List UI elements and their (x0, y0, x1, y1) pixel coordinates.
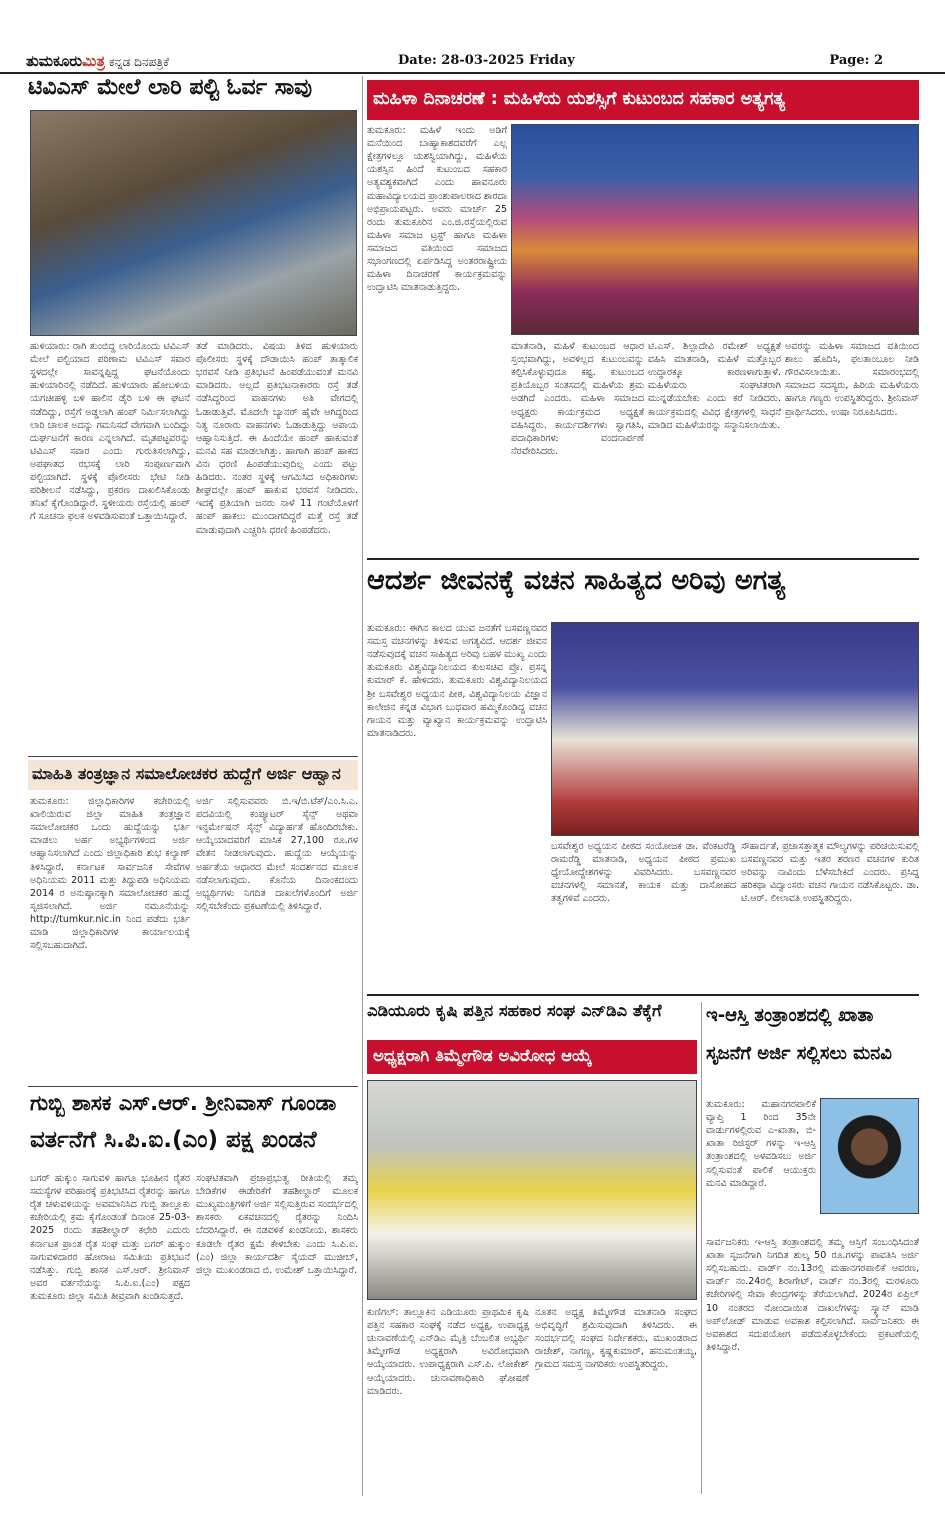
mahila-body-col-1: ತುಮಕೂರು: ಮಹಿಳೆ ಇಂದು ಅಡಿಗೆ ಮನೆಯಿಂದ ಬಾಹ್ಯಾಕಾಶದವರೆಗೆ ಎಲ್ಲ ಕ್ಷೇತ್ರಗಳಲ್ಲೂ ಯಶಸ್ವಿಯಾಗಿದ್ದು, ಮಹಿಳೆಯ ಯಶಸ್ಸಿನ ಹಿಂದೆ ಕುಟುಂಬದ ಸಹಕಾರ ಅತ್ಯವಶ್ಯಕವಾಗಿದೆ ಎಂದು ಹಾವನೂರು ಮಹಾವಿದ್ಯಾಲಯದ ಪ್ರಾಂಶುಪಾಲರಾದ ಶಾರದಾ ಅಭಿಪ್ರಾಯಪಟ್ಟರು. ಅವರು ಮಾರ್ಚ್ 25 ರಂದು ತುಮಕೂರಿನ ಎಂ.ಜಿ.ರಸ್ತೆಯಲ್ಲಿರುವ ಮಹಿಳಾ ಸಮಾಜ ಟ್ರಸ್ಟ್ ಹಾಗೂ ಮಹಿಳಾ ಸಮಾಜದ ವತಿಯಿಂದ ಸಮಾಜದ ಸಭಾಂಗಣದಲ್ಲಿ ಏರ್ಪಡಿಸಿದ್ದ ಅಂತರರಾಷ್ಟ್ರೀಯ ಮಹಿಳಾ ದಿನಾಚರಣೆ ಕಾರ್ಯಕ್ರಮವನ್ನು ಉದ್ಘಾಟಿಸಿ ಮಾತನಾಡುತ್ತಿದ್ದರು. (367, 125, 507, 294)
newspaper-brand (26, 52, 169, 70)
divider (28, 756, 358, 757)
mahila-body-col-2: ಮಾತನಾಡಿ, ಮಹಿಳೆ ಕುಟುಂಬದ ಆಧಾರ ಸ್ತಂಭವಾಗಿದ್ದು, ಅವಳಿಲ್ಲದ ಕುಟುಂಬವನ್ನು ಕಲ್ಪಿಸಿಕೊಳ್ಳುವುದೂ ಕಷ್ಟ. ಕುಟುಂಬದ ಪ್ರತಿಯೊಬ್ಬರ ಸಂತಸದಲ್ಲಿ ಮಹಿಳೆಯ ಶ್ರಮ ಅಡಗಿದೆ ಎಂದರು. ಮಹಿಳಾ ಸಮಾಜದ ಅಧ್ಯಕ್ಷರು ಕಾರ್ಯಕ್ರಮದ ಅಧ್ಯಕ್ಷತೆ ವಹಿಸಿದ್ದರು. ಕಾರ್ಯದರ್ಶಿಗಳು ಸ್ವಾಗತಿಸಿ, ಪದಾಧಿಕಾರಿಗಳು ವಂದನಾರ್ಪಣೆ ನೆರವೇರಿಸಿದರು. (511, 341, 644, 457)
mahila-headline: ಮಹಿಳಾ ದಿನಾಚರಣೆ : ಮಹಿಳೆಯ ಯಶಸ್ಸಿಗೆ ಕುಟುಂಬದ ಸಹಕಾರ ಅತ್ಯಗತ್ಯ (367, 80, 919, 120)
eaasti-lede: ತುಮಕೂರು: ಮಹಾನಗರಪಾಲಿಕೆ ವ್ಯಾಪ್ತಿ 1 ರಿಂದ 35ನೇ ವಾರ್ಡುಗಳಲ್ಲಿರುವ ಎ-ಖಾತಾ, ಬಿ-ಖಾತಾ ರಿಜಿಸ್ಟರ್ ಗಳನ್ನು ಇ-ಆಸ್ತಿ ತಂತ್ರಾಂಶದಲ್ಲಿ ಅಳವಡಿಸಲು ಅರ್ಜಿ ಸಲ್ಲಿಸುವಂತೆ ಪಾಲಿಕೆ ಆಯುಕ್ತರು ಮನವಿ ಮಾಡಿದ್ದಾರೆ. (706, 1099, 816, 1189)
vachana-body-col-2: ಬಸವೇಶ್ವರ ಅಧ್ಯಯನ ಪೀಠದ ಸಂಯೋಜಕ ಡಾ. ವೆಂಕಟರೆಡ್ಡಿ ರಾಮರೆಡ್ಡಿ ಮಾತನಾಡಿ, ಅಧ್ಯಯನ ಪೀಠದ ಪ್ರಮುಖ ಧ್ಯೇಯೋದ್ದೇಶಗಳನ್ನು ವಿವರಿಸಿದರು. ಬಸವಣ್ಣನವರ ವಚನಗಳಲ್ಲಿ ಸಮಾನತೆ, ಕಾಯಕ ಮತ್ತು ದಾಸೋಹದ ತತ್ವಗಳಿವೆ ಎಂದರು. (551, 841, 736, 905)
mahiti-body-col-1: ತುಮಕೂರು: ಜಿಲ್ಲಾಧಿಕಾರಿಗಳ ಕಚೇರಿಯಲ್ಲಿ ಖಾಲಿಯಿರುವ ಜಿಲ್ಲಾ ಮಾಹಿತಿ ತಂತ್ರಜ್ಞಾನ ಸಮಾಲೋಚಕರ ಒಂದು ಹುದ್ದೆಯನ್ನು ಭರ್ತಿ ಮಾಡಲು ಅರ್ಹ ಅಭ್ಯರ್ಥಿಗಳಿಂದ ಅರ್ಜಿ ಆಹ್ವಾನಿಸಲಾಗಿದೆ ಎಂದು ಜಿಲ್ಲಾಧಿಕಾರಿ ಶುಭ ಕಲ್ಯಾಣ್ ತಿಳಿಸಿದ್ದಾರೆ. ಕರ್ನಾಟಕ ಸಾರ್ವಜನಿಕ ಸೇವೆಗಳ ಅಧಿನಿಯಮ 2011 ಮತ್ತು ತಿದ್ದುಪಡಿ ಅಧಿನಿಯಮ 2014 ರ ಅನುಷ್ಠಾನಕ್ಕಾಗಿ ಸಮಾಲೋಚಕರ ಹುದ್ದೆ ಸೃಜಿಸಲಾಗಿದೆ. ಅರ್ಜಿ ನಮೂನೆಯನ್ನು http://tumkur.nic.in ನಿಂದ ಪಡೆದು ಭರ್ತಿ ಮಾಡಿ ಜಿಲ್ಲಾಧಿಕಾರಿಗಳ ಕಾರ್ಯಾಲಯಕ್ಕೆ ಸಲ್ಲಿಸಬಹುದಾಗಿದೆ. (30, 796, 190, 952)
vachana-program-photo (551, 622, 919, 836)
mahila-body-col-4: ಅವರನ್ನು ಮಹಿಳಾ ಸಮಾಜದ ವತಿಯಿಂದ ಶಾಲು ಹೊದಿಸಿ, ಫಲತಾಂಬೂಲ ನೀಡಿ ಗೌರವಿಸಲಾಯಿತು. ಸಮಾರಂಭದಲ್ಲಿ ಸಮಾಜದ ಸದಸ್ಯರು, ಹಿರಿಯ ಮಹಿಳೆಯರು ಹಾಗೂ ಗಣ್ಯರು ಉಪಸ್ಥಿತರಿದ್ದರು. ಶ್ರೀನಿವಾಸ್ ಪ್ರಾರ್ಥಿಸಿದರು. ಉಷಾ ನಿರೂಪಿಸಿದರು. (785, 341, 919, 418)
ediyur-body-col-1: ಕುಣಿಗಲ್: ತಾಲ್ಲೂಕಿನ ಎಡಿಯೂರು ಪ್ರಾಥಮಿಕ ಕೃಷಿ ಪತ್ತಿನ ಸಹಕಾರ ಸಂಘಕ್ಕೆ ನಡೆದ ಅಧ್ಯಕ್ಷ, ಉಪಾಧ್ಯಕ್ಷ ಚುನಾವಣೆಯಲ್ಲಿ ಎನ್‌ಡಿಎ ಮೈತ್ರಿ ಬೆಂಬಲಿತ ಅಭ್ಯರ್ಥಿ ತಿಮ್ಮೇಗೌಡ ಅಧ್ಯಕ್ಷರಾಗಿ ಅವಿರೋಧವಾಗಿ ಆಯ್ಕೆಯಾದರು. ಉಪಾಧ್ಯಕ್ಷರಾಗಿ ಎಸ್.ಪಿ. ಲೋಕೇಶ್ ಆಯ್ಕೆಯಾದರು. ಚುನಾವಣಾಧಿಕಾರಿ ಘೋಷಣೆ ಮಾಡಿದರು. (367, 1307, 529, 1397)
gubbi-body-col-1: ಬಗರ್ ಹುಕ್ಕುಂ ಸಾಗುವಳಿ ಹಾಗೂ ಭೂಹೀನ ರೈತರ ಸಮಸ್ಯೆಗಳ ಪರಿಹಾರಕ್ಕೆ ಪ್ರತಿಭಟಿಸಿದ ರೈತರನ್ನು ಹಾಗೂ ರೈತ ಚಳುವಳಿಯನ್ನು ಅವಮಾನಿಸಿದ ಗುಬ್ಬಿ ತಾಲ್ಲೂಕು ಕಚೇರಿಯಲ್ಲಿ ಕ್ರಮ ಕೈಗೊಂಡಂತೆ ದಿನಾಂಕ 25-03-2025 ರಂದು ತಹಶೀಲ್ದಾರ್ ಕಛೇರಿ ಎದುರು ಕರ್ನಾಟಕ ಪ್ರಾಂತ ರೈತ ಸಂಘ ಮತ್ತು ಬಗರ್ ಹುಕ್ಕುಂ ಸಾಗುವಳಿದಾರರ ಹೋರಾಟ ಸಮಿತಿಯ ಪ್ರತಿಭಟನೆ ನಡೆಸಿತ್ತು. ಗುಬ್ಬಿ ಶಾಸಕ ಎಸ್.ಆರ್. ಶ್ರೀನಿವಾಸ್ ಅವರ ವರ್ತನೆಯನ್ನು ಸಿ.ಪಿ.ಐ.(ಎಂ) ಪಕ್ಷದ ತುಮಕೂರು ಜಿಲ್ಲಾ ಸಮಿತಿ ತೀವ್ರವಾಗಿ ಖಂಡಿಸುತ್ತದೆ. (30, 1173, 190, 1302)
tvs-headline: ಟಿವಿಎಸ್ ಮೇಲೆ ಲಾರಿ ಪಲ್ಟಿ ಓರ್ವ ಸಾವು (28, 76, 313, 100)
eaasti-headline-line-1: ಇ-ಆಸ್ತಿ ತಂತ್ರಾಂಶದಲ್ಲಿ ಖಾತಾ (706, 1006, 874, 1026)
mahila-body-col-3: ಟಿ.ಎಸ್. ಶಿಲ್ಪಾದೇವಿ ರಮೇಶ್ ಅಧ್ಯಕ್ಷತೆ ವಹಿಸಿ ಮಾತನಾಡಿ, ಮಹಿಳೆ ಮತ್ತೊಬ್ಬರ ಉದ್ಧಾರಕ್ಕೂ ಕಾರಣಳಾಗುತ್ತಾಳೆ. ಮಹಿಳೆಯರು ಸಂಘಟಿತರಾಗಿ ಮುನ್ನಡೆಯಬೇಕು ಎಂದು ಕರೆ ನೀಡಿದರು. ಕಾರ್ಯಕ್ರಮದಲ್ಲಿ ವಿವಿಧ ಕ್ಷೇತ್ರಗಳಲ್ಲಿ ಸಾಧನೆ ಮಾಡಿದ ಮಹಿಳೆಯರನ್ನು ಸನ್ಮಾನಿಸಲಾಯಿತು. (648, 341, 781, 431)
cooperative-society-photo (367, 1080, 697, 1300)
page-number: Page: 2 (829, 53, 883, 68)
gubbi-headline-line-1: ಗುಬ್ಬಿ ಶಾಸಕ ಎಸ್.ಆರ್. ಶ್ರೀನಿವಾಸ್ ಗೂಂಡಾ (30, 1092, 337, 1115)
eaasti-body: ಸಾರ್ವಜನಿಕರು ಇ-ಆಸ್ತಿ ತಂತ್ರಾಂಶದಲ್ಲಿ ತಮ್ಮ ಆಸ್ತಿಗೆ ಸಂಬಂಧಿಸಿದಂತೆ ಖಾತಾ ಸೃಜನೆಗಾಗಿ ನಿಗದಿತ ಶುಲ್ಕ 50 ರೂ.ಗಳನ್ನು ಪಾವತಿಸಿ ಅರ್ಜಿ ಸಲ್ಲಿಸಬಹುದು. ವಾರ್ಡ್ ನಂ.13ರಲ್ಲಿ ಮಹಾನಗರಪಾಲಿಕೆ ಆವರಣ, ವಾರ್ಡ್ ನಂ.24ರಲ್ಲಿ ಶಿರಾಗೇಟ್, ವಾರ್ಡ್ ನಂ.3ರಲ್ಲಿ ಮರಳೂರು ಕಚೇರಿಗಳಲ್ಲಿ ಸೇವಾ ಕೇಂದ್ರಗಳನ್ನು ತೆರೆಯಲಾಗಿದೆ. 2024ರ ಏಪ್ರಿಲ್ 10 ನಂತರದ ನೋಂದಾಯಿತ ದಾಖಲೆಗಳನ್ನು ಸ್ಕ್ಯಾನ್ ಮಾಡಿ ಅಪ್‌ಲೋಡ್ ಮಾಡುವ ಅವಕಾಶ ಕಲ್ಪಿಸಲಾಗಿದೆ. ಸಾರ್ವಜನಿಕರು ಈ ಅವಕಾಶದ ಸದುಪಯೋಗ ಪಡೆದುಕೊಳ್ಳಬೇಕೆಂದು ಪ್ರಕಟಣೆಯಲ್ಲಿ ತಿಳಿಸಿದ್ದಾರೆ. (706, 1237, 919, 1353)
issue-date: Date: 28-03-2025 Friday (398, 53, 575, 68)
masthead (0, 52, 945, 74)
gubbi-headline-line-2: ವರ್ತನೆಗೆ ಸಿ.ಪಿ.ಐ.(ಎಂ) ಪಕ್ಷ ಖಂಡನೆ (30, 1128, 317, 1153)
vachana-body-col-1: ತುಮಕೂರು: ಈಗಿನ ಕಾಲದ ಯುವ ಜನತೆಗೆ ಬಸವಣ್ಣನವರ ಸಮಸ್ತ ವಚನಗಳನ್ನು ತಿಳಿಸುವ ಅಗತ್ಯವಿದೆ. ಆದರ್ಶ ಜೀವನ ನಡೆಸುವುದಕ್ಕೆ ವಚನ ಸಾಹಿತ್ಯದ ಅರಿವು ಬಹಳ ಮುಖ್ಯ ಎಂದು ತುಮಕೂರು ವಿಶ್ವವಿದ್ಯಾನಿಲಯದ ಕುಲಸಚಿವ ಪ್ರೊ. ಪ್ರಸನ್ನ ಕುಮಾರ್ ಕೆ. ಹೇಳಿದರು. ತುಮಕೂರು ವಿಶ್ವವಿದ್ಯಾನಿಲಯದ ಶ್ರೀ ಬಸವೇಶ್ವರ ಅಧ್ಯಯನ ಪೀಠ, ವಿಶ್ವವಿದ್ಯಾನಿಲಯ ವಿಜ್ಞಾನ ಕಾಲೇಜಿನ ಕನ್ನಡ ವಿಭಾಗ ಬುಧವಾರ ಹಮ್ಮಿಕೊಂಡಿದ್ದ ವಚನ ಗಾಯನ ಮತ್ತು ವ್ಯಾಖ್ಯಾನ ಕಾರ್ಯಕ್ರಮವನ್ನು ಉದ್ಘಾಟಿಸಿ ಮಾತನಾಡಿದರು. (367, 623, 547, 739)
column-divider (362, 76, 363, 1496)
womens-day-photo (511, 124, 919, 335)
gubbi-body-col-2: ಸಂಘಟಿತವಾಗಿ ಪ್ರಜಾಪ್ರಭುತ್ವ ರೀತಿಯಲ್ಲಿ ತಮ್ಮ ಬೇಡಿಕೆಗಳ ಈಡೇರಿಕೆಗೆ ತಹಶೀಲ್ದಾರ್ ಮೂಲಕ ಮುಖ್ಯಮಂತ್ರಿಗಳಿಗೆ ಅರ್ಜಿ ಸಲ್ಲಿಸುತ್ತಿರುವ ಸಂದರ್ಭದಲ್ಲಿ ಶಾಸಕರು ಏಕವಚನದಲ್ಲಿ ರೈತರನ್ನು ನಿಂದಿಸಿ ಬೆದರಿಸಿದ್ದಾರೆ. ಈ ನಡವಳಿಕೆ ಖಂಡನೀಯ. ಶಾಸಕರು ಕೂಡಲೇ ರೈತರ ಕ್ಷಮೆ ಕೇಳಬೇಕು ಎಂದು ಸಿ.ಪಿ.ಐ.(ಎಂ) ಜಿಲ್ಲಾ ಕಾರ್ಯದರ್ಶಿ ಸೈಯದ್ ಮುಜೀಬ್, ಜಿಲ್ಲಾ ಮುಖಂಡರಾದ ಬಿ. ಉಮೇಶ್ ಒತ್ತಾಯಿಸಿದ್ದಾರೆ. (196, 1173, 358, 1276)
ediyur-headline-line-1: ಎಡಿಯೂರು ಕೃಷಿ ಪತ್ತಿನ ಸಹಕಾರ ಸಂಘ ಎನ್‌ಡಿಎ ತೆಕ್ಕೆಗೆ (367, 1002, 662, 1020)
mahiti-body-col-2: ಅರ್ಜಿ ಸಲ್ಲಿಸುವವರು ಬಿ.ಇ/ಬಿ.ಟೆಕ್/ಎಂ.ಸಿ.ಎ. ಪದವಿಯಲ್ಲಿ ಕಂಪ್ಯೂಟರ್ ಸೈನ್ಸ್ ಅಥವಾ ಇನ್ಫರ್ಮೇಷನ್ ಸೈನ್ಸ್ ವಿದ್ಯಾರ್ಹತೆ ಹೊಂದಿರಬೇಕು. ಆಯ್ಕೆಯಾದವರಿಗೆ ಮಾಸಿಕ 27,100 ರೂ.ಗಳ ವೇತನ ನೀಡಲಾಗುವುದು. ಹುದ್ದೆಯ ಆಯ್ಕೆಯನ್ನು ಅರ್ಹತೆಯ ಆಧಾರದ ಮೇಲೆ ಸಂದರ್ಶನದ ಮೂಲಕ ನಡೆಸಲಾಗುವುದು. ಕೊನೆಯ ದಿನಾಂಕದಂದು ಅಭ್ಯರ್ಥಿಗಳು ನಿಗದಿತ ದಾಖಲೆಗಳೊಂದಿಗೆ ಅರ್ಜಿ ಸಲ್ಲಿಸಬೇಕೆಂದು ಪ್ರಕಟಣೆಯಲ್ಲಿ ತಿಳಿಸಿದ್ದಾರೆ. (196, 796, 358, 912)
tvs-body-col-2: ತಡೆ ಮಾಡಿದರು. ವಿಷಯ ತಿಳಿದ ಹುಳಿಯಾರು ಪೊಲೀಸರು ಸ್ಥಳಕ್ಕೆ ದೌಡಾಯಿಸಿ ಹಂಪ್ ತಾತ್ಕಾಲಿಕ ಭರವಸೆ ನೀಡಿ ಪ್ರತಿಭಟನೆ ಹಿಂಪಡೆಯುವಂತೆ ಮನವಿ ಮಾಡಿದರು. ಅಲ್ಲದೆ ಪ್ರತಿಭಟನಾಕಾರರು ರಸ್ತೆ ತಡೆ ನಡೆಸಿದ್ದರಿಂದ ವಾಹನಗಳು ಅತಿ ವೇಗದಲ್ಲಿ ಓಡಾಡುತ್ತಿವೆ. ಮೊದಲೇ ಬ್ಯಾನರ್ ಹೈವೇ ಆಗಿದ್ದರಿಂದ ನಿತ್ಯ ನೂರಾರು ವಾಹನಗಳು ಓಡಾಡುತ್ತಿದ್ದು ಅಪಾಯ ಆಹ್ವಾನಿಸುತ್ತಿದೆ. ಈ ಹಿಂದೆಯೇ ಹಂಪ್ ಹಾಕುವಂತೆ ಮನವಿ ಸಹ ಮಾಡಲಾಗಿತ್ತು. ಹಾಗಾಗಿ ಹಂಪ್ ಹಾಕದ ವಿನಃ ಧರಣಿ ಹಿಂಪಡೆಯುವುದಿಲ್ಲ ಎಂದು ಪಟ್ಟು ಹಿಡಿದರು. ನಂತರ ಸ್ಥಳಕ್ಕೆ ಆಗಮಿಸಿದ ಅಧಿಕಾರಿಗಳು ಶೀಘ್ರದಲ್ಲೇ ಹಂಪ್ ಹಾಕುವ ಭರವಸೆ ನೀಡಿದರು. ಇದಕ್ಕೆ ಪ್ರತಿಯಾಗಿ ಜನರು ನಾಳೆ 11 ಗಂಟೆಯೊಳಗೆ ಹಂಪ್ ಹಾಕಲು ಮುಂದಾಗದಿದ್ದರೆ ಮತ್ತೆ ರಸ್ತೆ ತಡೆ ಮಾಡುವುದಾಗಿ ಎಚ್ಚರಿಸಿ ಧರಣಿ ಹಿಂಪಡೆದರು. (196, 341, 358, 536)
vachana-headline: ಆದರ್ಶ ಜೀವನಕ್ಕೆ ವಚನ ಸಾಹಿತ್ಯದ ಅರಿವು ಅಗತ್ಯ (367, 566, 786, 596)
column-divider (701, 1002, 702, 1494)
truck-accident-photo (30, 110, 357, 336)
divider (367, 558, 919, 560)
official-portrait-photo (820, 1098, 919, 1214)
brand-main: ತುಮಕೂರು (26, 52, 83, 70)
eaasti-headline-line-2: ಸೃಜನೆಗೆ ಅರ್ಜಿ ಸಲ್ಲಿಸಲು ಮನವಿ (706, 1044, 892, 1064)
divider (28, 1086, 358, 1087)
vachana-body-col-3: ಸೌಹಾರ್ದತೆ, ಪ್ರಜಾಸತ್ತಾತ್ಮಕ ಮೌಲ್ಯಗಳನ್ನು ಪರಿಚಯಿಸುವಲ್ಲಿ ಬಸವಣ್ಣನವರ ಮತ್ತು ಇತರ ಶರಣರ ವಚನಗಳ ಕುರಿತ ಅರಿವನ್ನು ನಾವಿಂದು ಬೆಳೆಸಬೇಕಿದೆ ಎಂದರು. ಪ್ರಸಿದ್ಧ ಹರಿಕಥಾ ವಿದ್ವಾಂಸರು ವಚನ ಗಾಯನ ನಡೆಸಿಕೊಟ್ಟರು. ಡಾ. ಟಿ.ಆರ್. ಲೀಲಾವತಿ ಉಪಸ್ಥಿತರಿದ್ದರು. (741, 841, 919, 905)
tvs-body-col-1: ಹುಳಿಯಾರು: ರಾಗಿ ತುಂಬಿದ್ದ ಲಾರಿಯೊಂದು ಟಿವಿಎಸ್ ಮೇಲೆ ಪಲ್ಟಿಯಾದ ಪರಿಣಾಮ ಟಿವಿಎಸ್ ಸವಾರ ಸ್ಥಳದಲ್ಲೇ ಸಾವನ್ನಪ್ಪಿದ್ದ ಘಟನೆಯೊಂದು ಹುಳಿಯಾರಿನಲ್ಲಿ ನಡೆದಿದೆ. ಹುಳಿಯಾರು ಹೋಬಳಿಯ ಯಗಚೀಹಳ್ಳಿ ಬಳಿ ಹಾಲಿನ ಡೈರಿ ಬಳಿ ಈ ಘಟನೆ ನಡೆದಿದ್ದು, ರಸ್ತೆಗೆ ಅಡ್ಡಲಾಗಿ ಹಂಪ್ ನಿರ್ಮಿಸಲಾಗಿದ್ದು ಲಾರಿ ಚಾಲಕ ಅದನ್ನು ಗಮನಿಸದೆ ವೇಗವಾಗಿ ಬಂದಿದ್ದು ದುರ್ಘಟನೆಗೆ ಕಾರಣ ಎನ್ನಲಾಗಿದೆ. ಮೃತಪಟ್ಟವರನ್ನು ಟಿವಿಎಸ್ ಸವಾರ ಎಂದು ಗುರುತಿಸಲಾಗಿದ್ದು, ಅಪಘಾತದ ರಭಸಕ್ಕೆ ಲಾರಿ ಸಂಪೂರ್ಣವಾಗಿ ಪಲ್ಟಿಯಾಗಿದೆ. ಸ್ಥಳಕ್ಕೆ ಪೊಲೀಸರು ಭೇಟಿ ನೀಡಿ ಪರಿಶೀಲನೆ ನಡೆಸಿದ್ದು, ಪ್ರಕರಣ ದಾಖಲಿಸಿಕೊಂಡು ತನಿಖೆ ಕೈಗೊಂಡಿದ್ದಾರೆ. ಸ್ಥಳೀಯರು ರಸ್ತೆಯಲ್ಲಿ ಹಂಪ್ ಗೆ ಸೂಚನಾ ಫಲಕ ಅಳವಡಿಸುವಂತೆ ಒತ್ತಾಯಿಸಿದ್ದಾರೆ. (30, 341, 190, 523)
brand-tagline: ಕನ್ನಡ ದಿನಪತ್ರಿಕೆ (108, 55, 169, 69)
ediyur-headline-line-2: ಅಧ್ಯಕ್ಷರಾಗಿ ತಿಮ್ಮೇಗೌಡ ಅವಿರೋಧ ಆಯ್ಕೆ (367, 1040, 697, 1074)
divider (367, 994, 919, 996)
ediyur-body-col-2: ನೂತನ ಅಧ್ಯಕ್ಷ ತಿಮ್ಮೇಗೌಡ ಮಾತನಾಡಿ ಸಂಘದ ಅಭಿವೃದ್ಧಿಗೆ ಶ್ರಮಿಸುವುದಾಗಿ ತಿಳಿಸಿದರು. ಈ ಸಂದರ್ಭದಲ್ಲಿ ಸಂಘದ ನಿರ್ದೇಶಕರು, ಮುಖಂಡರಾದ ರಾಜೇಶ್, ನಾಗಣ್ಣ, ಕೃಷ್ಣಕುಮಾರ್, ಹನುಮಂತಯ್ಯ, ಗ್ರಾಮದ ಸಮಸ್ತ ನಾಗರಿಕರು ಉಪಸ್ಥಿತರಿದ್ದರು. (535, 1307, 697, 1371)
mahiti-headline: ಮಾಹಿತಿ ತಂತ್ರಜ್ಞಾನ ಸಮಾಲೋಚಕರ ಹುದ್ದೆಗೆ ಅರ್ಜಿ ಆಹ್ವಾನ (28, 760, 358, 790)
brand-mitra: ಮಿತ್ರ (82, 52, 105, 70)
